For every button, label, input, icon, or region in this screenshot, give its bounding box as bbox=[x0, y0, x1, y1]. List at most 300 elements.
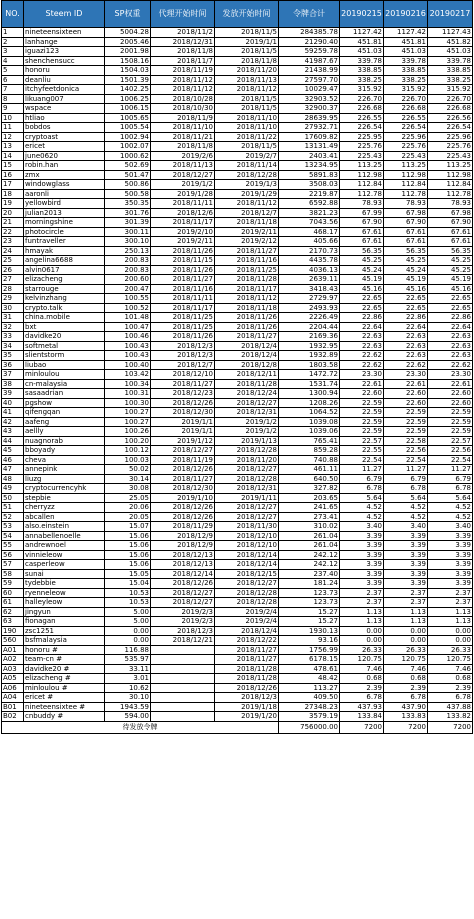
cell-no: 38 bbox=[2, 379, 24, 389]
table-row bbox=[2, 607, 473, 617]
cell-steem-id: bxt bbox=[24, 322, 105, 332]
cell-steem-id: bboyady bbox=[24, 446, 105, 456]
cell-sp-weight: 100.27 bbox=[105, 417, 151, 427]
cell-token-total: 4036.13 bbox=[279, 265, 340, 275]
cell-day-2: 22.59 bbox=[384, 408, 428, 418]
cell-sp-weight: 100.12 bbox=[105, 446, 151, 456]
cell-payout-start: 2018/11/5 bbox=[215, 47, 279, 57]
cell-token-total: 242.12 bbox=[279, 550, 340, 560]
cell-payout-start: 2018/11/22 bbox=[215, 132, 279, 142]
cell-no: A03 bbox=[2, 664, 24, 674]
cell-token-total: 27597.70 bbox=[279, 75, 340, 85]
cell-day-1: 22.61 bbox=[340, 379, 384, 389]
cell-steem-id: angelina6688 bbox=[24, 256, 105, 266]
cell-payout-start: 2018/12/14 bbox=[215, 550, 279, 560]
cell-payout-start: 2018/12/31 bbox=[215, 484, 279, 494]
cell-day-1: 22.62 bbox=[340, 351, 384, 361]
cell-delegation-start bbox=[151, 674, 215, 684]
cell-payout-start: 2018/11/5 bbox=[215, 94, 279, 104]
cell-sp-weight: 10.53 bbox=[105, 598, 151, 608]
cell-day-3: 133.82 bbox=[428, 712, 473, 722]
cell-day-3: 3.39 bbox=[428, 579, 473, 589]
cell-day-3: 22.60 bbox=[428, 398, 473, 408]
cell-day-2: 67.98 bbox=[384, 208, 428, 218]
cell-token-total: 17609.82 bbox=[279, 132, 340, 142]
table-row bbox=[2, 256, 473, 266]
cell-no: 37 bbox=[2, 370, 24, 380]
cell-sp-weight: 1002.94 bbox=[105, 132, 151, 142]
cell-day-2: 22.56 bbox=[384, 446, 428, 456]
cell-day-2: 3.39 bbox=[384, 569, 428, 579]
cell-token-total: 2204.44 bbox=[279, 322, 340, 332]
cell-day-3: 338.85 bbox=[428, 66, 473, 76]
table-row bbox=[2, 398, 473, 408]
cell-payout-start: 2018/11/5 bbox=[215, 28, 279, 38]
cell-token-total: 28639.95 bbox=[279, 113, 340, 123]
cell-payout-start: 2018/12/7 bbox=[215, 208, 279, 218]
cell-payout-start: 2018/12/4 bbox=[215, 351, 279, 361]
cell-steem-id: halleyleow bbox=[24, 598, 105, 608]
cell-day-2: 451.03 bbox=[384, 47, 428, 57]
cell-day-1: 226.68 bbox=[340, 104, 384, 114]
cell-sp-weight: 100.43 bbox=[105, 341, 151, 351]
cell-sp-weight: 100.20 bbox=[105, 436, 151, 446]
cell-sp-weight: 1006.25 bbox=[105, 94, 151, 104]
cell-day-2: 45.25 bbox=[384, 256, 428, 266]
cell-sp-weight: 200.83 bbox=[105, 265, 151, 275]
cell-steem-id: bobdos bbox=[24, 123, 105, 133]
cell-steem-id: iguazi123 bbox=[24, 47, 105, 57]
cell-payout-start: 2018/12/14 bbox=[215, 560, 279, 570]
cell-payout-start: 2019/1/2 bbox=[215, 427, 279, 437]
cell-steem-id: sasaadrian bbox=[24, 389, 105, 399]
cell-payout-start: 2018/12/27 bbox=[215, 398, 279, 408]
cell-delegation-start: 2018/12/7 bbox=[151, 360, 215, 370]
cell-token-total: 273.41 bbox=[279, 512, 340, 522]
cell-sp-weight: 25.05 bbox=[105, 493, 151, 503]
cell-no: 10 bbox=[2, 113, 24, 123]
cell-no: 43 bbox=[2, 427, 24, 437]
cell-day-3: 67.98 bbox=[428, 208, 473, 218]
table-row bbox=[2, 503, 473, 513]
cell-no: 41 bbox=[2, 408, 24, 418]
cell-delegation-start: 2018/12/31 bbox=[151, 37, 215, 47]
cell-steem-id: pgshow bbox=[24, 398, 105, 408]
cell-day-2: 22.63 bbox=[384, 332, 428, 342]
cell-day-1: 7.46 bbox=[340, 664, 384, 674]
cell-sp-weight: 594.00 bbox=[105, 712, 151, 722]
cell-day-3: 6.78 bbox=[428, 693, 473, 703]
table-row bbox=[2, 142, 473, 152]
cell-day-2: 225.96 bbox=[384, 132, 428, 142]
cell-sp-weight: 10.62 bbox=[105, 683, 151, 693]
cell-day-3: 2.37 bbox=[428, 598, 473, 608]
cell-steem-id: likuang007 bbox=[24, 94, 105, 104]
cell-day-1: 0.00 bbox=[340, 626, 384, 636]
cell-token-total: 32903.52 bbox=[279, 94, 340, 104]
cell-sp-weight: 1943.59 bbox=[105, 702, 151, 712]
cell-no: 26 bbox=[2, 265, 24, 275]
cell-steem-id: deanliu bbox=[24, 75, 105, 85]
cell-sp-weight: 103.42 bbox=[105, 370, 151, 380]
cell-day-2: 22.63 bbox=[384, 351, 428, 361]
cell-day-3: 22.86 bbox=[428, 313, 473, 323]
table-row bbox=[2, 674, 473, 684]
cell-day-2: 23.30 bbox=[384, 370, 428, 380]
cell-day-2: 67.61 bbox=[384, 227, 428, 237]
cell-token-total: 203.65 bbox=[279, 493, 340, 503]
cell-day-2: 22.65 bbox=[384, 303, 428, 313]
cell-day-2: 22.60 bbox=[384, 398, 428, 408]
cell-steem-id: cherryzz bbox=[24, 503, 105, 513]
cell-token-total: 2170.73 bbox=[279, 246, 340, 256]
cell-token-total: 1472.72 bbox=[279, 370, 340, 380]
cell-sp-weight: 0.00 bbox=[105, 636, 151, 646]
cell-day-1: 22.54 bbox=[340, 455, 384, 465]
table-row bbox=[2, 455, 473, 465]
cell-day-3: 45.25 bbox=[428, 256, 473, 266]
cell-sp-weight: 15.06 bbox=[105, 531, 151, 541]
cell-delegation-start: 2018/11/27 bbox=[151, 275, 215, 285]
cell-payout-start: 2018/12/28 bbox=[215, 598, 279, 608]
cell-steem-id: liubao bbox=[24, 360, 105, 370]
cell-delegation-start: 2018/11/21 bbox=[151, 132, 215, 142]
cell-token-total: 405.66 bbox=[279, 237, 340, 247]
cell-payout-start: 2019/1/20 bbox=[215, 712, 279, 722]
cell-day-1: 339.78 bbox=[340, 56, 384, 66]
cell-sp-weight: 1000.62 bbox=[105, 151, 151, 161]
col-header-sp-weight: SP权重 bbox=[105, 1, 151, 28]
cell-day-1: 4.52 bbox=[340, 512, 384, 522]
cell-day-3: 226.56 bbox=[428, 113, 473, 123]
cell-no: 18 bbox=[2, 189, 24, 199]
cell-payout-start: 2018/12/8 bbox=[215, 360, 279, 370]
cell-delegation-start: 2018/11/16 bbox=[151, 284, 215, 294]
cell-payout-start: 2018/11/26 bbox=[215, 322, 279, 332]
cell-steem-id: bsfmalaysia bbox=[24, 636, 105, 646]
cell-steem-id: elizacheng bbox=[24, 275, 105, 285]
cell-no: 32 bbox=[2, 322, 24, 332]
cell-day-2: 56.35 bbox=[384, 246, 428, 256]
cell-token-total: 478.61 bbox=[279, 664, 340, 674]
cell-steem-id: cryptoast bbox=[24, 132, 105, 142]
cell-delegation-start: 2018/12/13 bbox=[151, 560, 215, 570]
cell-no: 8 bbox=[2, 94, 24, 104]
table-row bbox=[2, 626, 473, 636]
cell-day-1: 45.24 bbox=[340, 265, 384, 275]
cell-day-1: 3.39 bbox=[340, 531, 384, 541]
cell-no: A05 bbox=[2, 674, 24, 684]
cell-steem-id: starrouge bbox=[24, 284, 105, 294]
cell-day-1: 226.70 bbox=[340, 94, 384, 104]
cell-no: 21 bbox=[2, 218, 24, 228]
cell-delegation-start: 2018/11/19 bbox=[151, 66, 215, 76]
cell-sp-weight: 33.11 bbox=[105, 664, 151, 674]
cell-day-1: 6.78 bbox=[340, 693, 384, 703]
cell-day-3: 45.16 bbox=[428, 284, 473, 294]
table-row bbox=[2, 512, 473, 522]
cell-steem-id: qifengqan bbox=[24, 408, 105, 418]
table-row bbox=[2, 56, 473, 66]
table-row bbox=[2, 645, 473, 655]
cell-day-1: 2.37 bbox=[340, 588, 384, 598]
cell-steem-id: china.mobile bbox=[24, 313, 105, 323]
cell-day-2: 112.84 bbox=[384, 180, 428, 190]
cell-no: 560 bbox=[2, 636, 24, 646]
cell-day-3: 5.64 bbox=[428, 493, 473, 503]
cell-day-1: 22.63 bbox=[340, 332, 384, 342]
cell-token-total: 2226.49 bbox=[279, 313, 340, 323]
cell-steem-id: also.einstein bbox=[24, 522, 105, 532]
cell-token-total: 123.73 bbox=[279, 598, 340, 608]
cell-day-3: 22.62 bbox=[428, 360, 473, 370]
cell-no: 39 bbox=[2, 389, 24, 399]
cell-sp-weight: 100.03 bbox=[105, 455, 151, 465]
cell-token-total: 241.65 bbox=[279, 503, 340, 513]
cell-no: 1 bbox=[2, 28, 24, 38]
table-row bbox=[2, 655, 473, 665]
cell-delegation-start: 2018/10/30 bbox=[151, 104, 215, 114]
table-row bbox=[2, 474, 473, 484]
cell-no: 53 bbox=[2, 522, 24, 532]
cell-day-2: 1.13 bbox=[384, 617, 428, 627]
cell-payout-start: 2019/2/4 bbox=[215, 617, 279, 627]
cell-delegation-start: 2018/11/11 bbox=[151, 294, 215, 304]
cell-day-3: 22.54 bbox=[428, 455, 473, 465]
cell-sp-weight: 100.55 bbox=[105, 294, 151, 304]
cell-day-3: 451.82 bbox=[428, 37, 473, 47]
cell-day-3: 315.92 bbox=[428, 85, 473, 95]
cell-day-1: 67.61 bbox=[340, 237, 384, 247]
cell-steem-id: cryptocurrencyhk bbox=[24, 484, 105, 494]
cell-no: 50 bbox=[2, 493, 24, 503]
cell-sp-weight: 0.00 bbox=[105, 626, 151, 636]
cell-token-total: 1932.95 bbox=[279, 341, 340, 351]
cell-steem-id: jingyun bbox=[24, 607, 105, 617]
cell-day-3: 67.61 bbox=[428, 237, 473, 247]
cell-delegation-start: 2018/11/12 bbox=[151, 75, 215, 85]
cell-delegation-start: 2019/2/10 bbox=[151, 227, 215, 237]
table-row bbox=[2, 85, 473, 95]
cell-token-total: 123.73 bbox=[279, 588, 340, 598]
cell-delegation-start: 2018/11/8 bbox=[151, 142, 215, 152]
cell-token-total: 409.50 bbox=[279, 693, 340, 703]
cell-payout-start: 2018/11/27 bbox=[215, 246, 279, 256]
cell-payout-start: 2018/12/22 bbox=[215, 636, 279, 646]
table-row bbox=[2, 360, 473, 370]
cell-sp-weight: 101.48 bbox=[105, 313, 151, 323]
cell-delegation-start: 2018/11/27 bbox=[151, 379, 215, 389]
cell-payout-start: 2018/12/15 bbox=[215, 569, 279, 579]
cell-day-2: 22.61 bbox=[384, 379, 428, 389]
cell-no: A06 bbox=[2, 683, 24, 693]
cell-steem-id: morningshine bbox=[24, 218, 105, 228]
cell-no: 47 bbox=[2, 465, 24, 475]
cell-token-total: 3579.19 bbox=[279, 712, 340, 722]
cell-payout-start: 2018/12/27 bbox=[215, 512, 279, 522]
cell-token-total: 181.24 bbox=[279, 579, 340, 589]
cell-token-total: 27932.71 bbox=[279, 123, 340, 133]
table-row bbox=[2, 541, 473, 551]
table-row bbox=[2, 465, 473, 475]
cell-no: 23 bbox=[2, 237, 24, 247]
cell-day-1: 22.55 bbox=[340, 446, 384, 456]
col-header-delegation-start: 代理开始时间 bbox=[151, 1, 215, 28]
table-row bbox=[2, 237, 473, 247]
cell-day-1: 26.33 bbox=[340, 645, 384, 655]
cell-no: 2 bbox=[2, 37, 24, 47]
cell-day-2: 338.25 bbox=[384, 75, 428, 85]
cell-day-3: 22.63 bbox=[428, 341, 473, 351]
cell-delegation-start: 2018/11/9 bbox=[151, 113, 215, 123]
cell-token-total: 3821.23 bbox=[279, 208, 340, 218]
cell-day-1: 225.43 bbox=[340, 151, 384, 161]
cell-payout-start: 2018/11/28 bbox=[215, 664, 279, 674]
cell-delegation-start: 2019/1/10 bbox=[151, 493, 215, 503]
cell-token-total: 1300.94 bbox=[279, 389, 340, 399]
cell-payout-start: 2018/12/28 bbox=[215, 170, 279, 180]
cell-payout-start: 2018/12/27 bbox=[215, 465, 279, 475]
cell-day-3: 22.61 bbox=[428, 379, 473, 389]
cell-steem-id: tydebbie bbox=[24, 579, 105, 589]
cell-sp-weight: 5.00 bbox=[105, 617, 151, 627]
cell-delegation-start: 2018/12/26 bbox=[151, 465, 215, 475]
cell-day-2: 315.92 bbox=[384, 85, 428, 95]
cell-sp-weight: 100.31 bbox=[105, 389, 151, 399]
cell-payout-start: 2019/1/18 bbox=[215, 702, 279, 712]
cell-token-total: 5891.83 bbox=[279, 170, 340, 180]
cell-no: 60 bbox=[2, 588, 24, 598]
table-row bbox=[2, 322, 473, 332]
cell-day-3: 22.59 bbox=[428, 408, 473, 418]
cell-payout-start: 2018/11/16 bbox=[215, 256, 279, 266]
cell-delegation-start: 2018/12/23 bbox=[151, 389, 215, 399]
cell-sp-weight: 5004.28 bbox=[105, 28, 151, 38]
cell-token-total: 3508.03 bbox=[279, 180, 340, 190]
cell-no: 14 bbox=[2, 151, 24, 161]
cell-sp-weight: 50.02 bbox=[105, 465, 151, 475]
cell-day-1: 22.62 bbox=[340, 360, 384, 370]
table-row bbox=[2, 170, 473, 180]
cell-no: 58 bbox=[2, 569, 24, 579]
table-row bbox=[2, 151, 473, 161]
cell-delegation-start: 2018/11/12 bbox=[151, 85, 215, 95]
cell-day-1: 3.40 bbox=[340, 522, 384, 532]
cell-payout-start: 2018/11/25 bbox=[215, 265, 279, 275]
cell-day-3: 0.00 bbox=[428, 636, 473, 646]
cell-day-2: 226.54 bbox=[384, 123, 428, 133]
cell-token-total: 1756.99 bbox=[279, 645, 340, 655]
cell-day-2: 22.63 bbox=[384, 341, 428, 351]
cell-payout-start: 2018/11/28 bbox=[215, 275, 279, 285]
cell-steem-id: kelvinzhang bbox=[24, 294, 105, 304]
cell-no: 17 bbox=[2, 180, 24, 190]
cell-day-1: 45.19 bbox=[340, 275, 384, 285]
cell-day-2: 3.39 bbox=[384, 579, 428, 589]
header-row bbox=[2, 1, 473, 28]
cell-sp-weight: 200.60 bbox=[105, 275, 151, 285]
cell-token-total: 1531.74 bbox=[279, 379, 340, 389]
total-day-3: 7200 bbox=[428, 721, 473, 733]
table-row bbox=[2, 161, 473, 171]
cell-day-3: 338.25 bbox=[428, 75, 473, 85]
cell-token-total: 21438.99 bbox=[279, 66, 340, 76]
cell-day-3: 112.98 bbox=[428, 170, 473, 180]
cell-payout-start: 2018/11/5 bbox=[215, 104, 279, 114]
cell-no: 31 bbox=[2, 313, 24, 323]
cell-token-total: 93.16 bbox=[279, 636, 340, 646]
cell-day-2: 226.70 bbox=[384, 94, 428, 104]
cell-token-total: 1039.08 bbox=[279, 417, 340, 427]
cell-no: A01 bbox=[2, 645, 24, 655]
cell-token-total: 1208.26 bbox=[279, 398, 340, 408]
table-row bbox=[2, 436, 473, 446]
cell-delegation-start: 2018/11/13 bbox=[151, 161, 215, 171]
cell-steem-id: nineteensixtee # bbox=[24, 702, 105, 712]
cell-day-1: 112.98 bbox=[340, 170, 384, 180]
cell-token-total: 21290.40 bbox=[279, 37, 340, 47]
cell-token-total: 6592.88 bbox=[279, 199, 340, 209]
cell-day-3: 3.39 bbox=[428, 531, 473, 541]
cell-payout-start: 2018/12/10 bbox=[215, 541, 279, 551]
cell-delegation-start: 2018/12/26 bbox=[151, 398, 215, 408]
cell-payout-start: 2018/11/20 bbox=[215, 455, 279, 465]
cell-day-1: 22.59 bbox=[340, 408, 384, 418]
cell-payout-start: 2018/12/28 bbox=[215, 588, 279, 598]
cell-steem-id: softmetal bbox=[24, 341, 105, 351]
cell-delegation-start: 2018/11/25 bbox=[151, 313, 215, 323]
cell-delegation-start: 2019/1/28 bbox=[151, 189, 215, 199]
cell-steem-id: abcallen bbox=[24, 512, 105, 522]
cell-no: 42 bbox=[2, 417, 24, 427]
table-row bbox=[2, 28, 473, 38]
cell-day-2: 338.85 bbox=[384, 66, 428, 76]
cell-token-total: 1803.58 bbox=[279, 360, 340, 370]
cell-day-1: 23.30 bbox=[340, 370, 384, 380]
col-header-day-2: 20190216 bbox=[384, 1, 428, 28]
cell-payout-start: 2018/12/26 bbox=[215, 683, 279, 693]
cell-payout-start: 2019/2/7 bbox=[215, 151, 279, 161]
table-row bbox=[2, 199, 473, 209]
cell-sp-weight: 2005.46 bbox=[105, 37, 151, 47]
cell-payout-start: 2018/11/28 bbox=[215, 674, 279, 684]
cell-token-total: 1064.52 bbox=[279, 408, 340, 418]
cell-payout-start: 2018/12/27 bbox=[215, 503, 279, 513]
cell-steem-id: annepink bbox=[24, 465, 105, 475]
cell-day-1: 2.37 bbox=[340, 598, 384, 608]
cell-payout-start: 2019/1/13 bbox=[215, 436, 279, 446]
cell-steem-id: robin.han bbox=[24, 161, 105, 171]
cell-payout-start: 2018/12/28 bbox=[215, 446, 279, 456]
cell-sp-weight: 535.97 bbox=[105, 655, 151, 665]
cell-no: 15 bbox=[2, 161, 24, 171]
cell-day-1: 1127.42 bbox=[340, 28, 384, 38]
cell-sp-weight: 20.05 bbox=[105, 512, 151, 522]
cell-no: 190 bbox=[2, 626, 24, 636]
cell-steem-id: windowglass bbox=[24, 180, 105, 190]
cell-token-total: 13234.95 bbox=[279, 161, 340, 171]
table-row bbox=[2, 47, 473, 57]
cell-day-1: 22.63 bbox=[340, 341, 384, 351]
table-row bbox=[2, 560, 473, 570]
table-row bbox=[2, 588, 473, 598]
cell-token-total: 261.04 bbox=[279, 531, 340, 541]
cell-payout-start: 2018/11/10 bbox=[215, 113, 279, 123]
cell-steem-id: elizacheng # bbox=[24, 674, 105, 684]
table-row bbox=[2, 370, 473, 380]
cell-day-3: 0.68 bbox=[428, 674, 473, 684]
cell-day-2: 133.83 bbox=[384, 712, 428, 722]
